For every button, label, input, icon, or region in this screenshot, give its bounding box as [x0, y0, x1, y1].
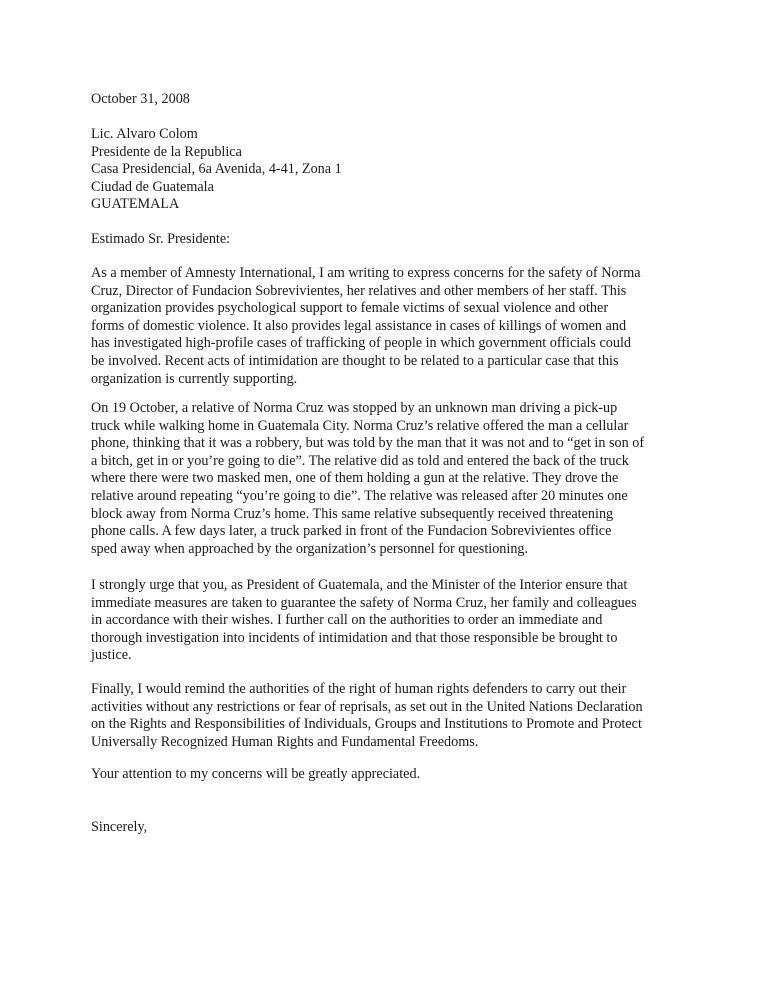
paragraph-line: a bitch, get in or you’re going to die”. The relative did as told and entered the back of the truck	[91, 452, 629, 469]
paragraph-line: Cruz, Director of Fundacion Sobrevivientes, her relatives and other members of her staff. This	[91, 282, 627, 299]
paragraph-line: immediate measures are taken to guarantee the safety of Norma Cruz, her family and colleagues	[91, 594, 637, 611]
paragraph-appreciation	[91, 766, 691, 784]
paragraph-concern	[91, 265, 691, 388]
paragraph-line: block away from Norma Cruz’s home. This same relative subsequently received threatening	[91, 505, 614, 522]
paragraph-line: has investigated high-profile cases of trafficking of people in which government officials could	[91, 335, 632, 352]
paragraph-line: As a member of Amnesty International, I am writing to express concerns for the safety of Norma	[91, 265, 641, 281]
closing-text: Sincerely,	[91, 819, 148, 835]
paragraph-line: I strongly urge that you, as President of Guatemala, and the Minister of the Interior ensure that	[91, 577, 628, 593]
salutation	[91, 231, 691, 249]
paragraph-line: forms of domestic violence. It also provides legal assistance in cases of killings of women and	[91, 317, 627, 334]
paragraph-line: where there were two masked men, one of them holding a gun at the relative. They drove the	[91, 470, 619, 487]
recipient-title: Presidente de la Republica	[91, 143, 242, 160]
paragraph-line: organization is currently supporting.	[91, 370, 298, 387]
salutation-text: Estimado Sr. Presidente:	[91, 231, 231, 247]
recipient-address	[91, 126, 691, 214]
paragraph-line: organization provides psychological support to female victims of sexual violence and other	[91, 300, 609, 317]
paragraph-line: on the Rights and Responsibilities of Individuals, Groups and Institutions to Promote and Protect	[91, 716, 642, 733]
paragraph-line: activities without any restrictions or fear of reprisals, as set out in the United Nations Declaration	[91, 698, 643, 715]
paragraph-line: in accordance with their wishes. I further call on the authorities to order an immediate and	[91, 612, 603, 629]
recipient-country: GUATEMALA	[91, 196, 180, 213]
letter-date	[91, 91, 691, 109]
paragraph-line: truck while walking home in Guatemala City. Norma Cruz’s relative offered the man a cellular	[91, 417, 629, 434]
paragraph-line: justice.	[91, 647, 132, 664]
closing	[91, 819, 691, 837]
paragraph-line: phone calls. A few days later, a truck parked in front of the Fundacion Sobrevivientes office	[91, 523, 612, 540]
paragraph-reminder	[91, 681, 691, 751]
recipient-name: Lic. Alvaro Colom	[91, 126, 198, 142]
paragraph-line: relative around repeating “you’re going to die”. The relative was released after 20 minutes one	[91, 487, 628, 504]
paragraph-line: phone, thinking that it was a robbery, but was told by the man that it was not and to “get in son of	[91, 435, 645, 452]
paragraph-request	[91, 577, 691, 665]
paragraph-line: Finally, I would remind the authorities of the right of human rights defenders to carry out their	[91, 681, 627, 697]
recipient-street: Casa Presidencial, 6a Avenida, 4-41, Zona 1	[91, 161, 342, 178]
date-text: October 31, 2008	[91, 91, 190, 107]
paragraph-line: Your attention to my concerns will be greatly appreciated.	[91, 766, 421, 782]
paragraph-line: thorough investigation into incidents of intimidation and that those responsible be brought to	[91, 629, 618, 646]
paragraph-line: On 19 October, a relative of Norma Cruz was stopped by an unknown man driving a pick-up	[91, 400, 618, 416]
paragraph-line: Universally Recognized Human Rights and Fundamental Freedoms.	[91, 733, 479, 750]
recipient-city: Ciudad de Guatemala	[91, 178, 214, 195]
paragraph-incident	[91, 400, 691, 558]
paragraph-line: be involved. Recent acts of intimidation are thought to be related to a particular case that this	[91, 352, 619, 369]
paragraph-line: sped away when approached by the organization’s personnel for questioning.	[91, 540, 529, 557]
